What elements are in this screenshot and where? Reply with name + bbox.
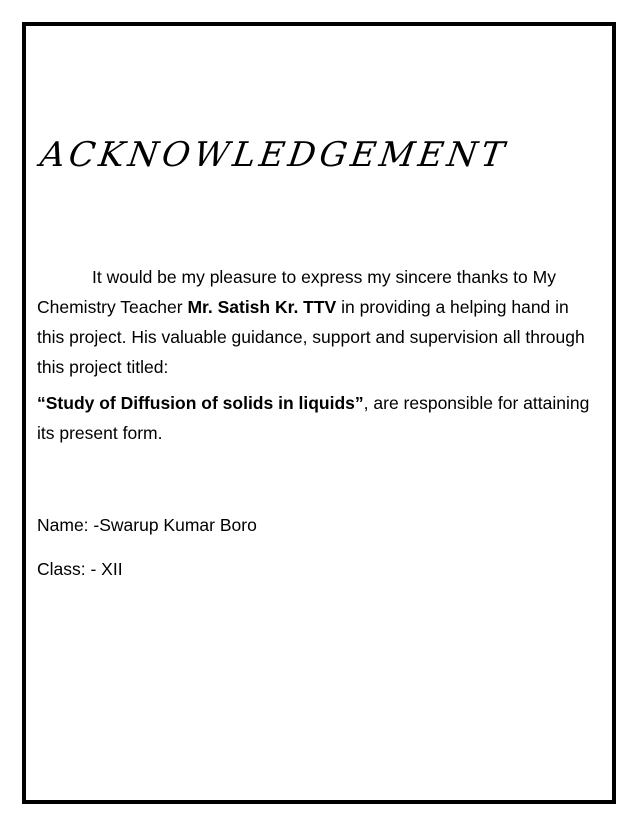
thanks-rest-text: in providing a helping hand in this project. His valuable guidance, support and supervision all through this project titled: bbox=[37, 297, 585, 377]
page-title: ACKNOWLEDGEMENT bbox=[37, 135, 511, 175]
student-name: Name: -Swarup Kumar Boro bbox=[37, 515, 257, 535]
student-class: Class: - XII bbox=[37, 559, 123, 579]
project-rest-text: , are responsible for attaining its present form. bbox=[37, 393, 590, 443]
acknowledgement-content bbox=[37, 130, 597, 584]
project-paragraph bbox=[37, 388, 597, 448]
project-title: “Study of Diffusion of solids in liquids” bbox=[37, 393, 364, 413]
teacher-name: Mr. Satish Kr. TTV bbox=[187, 297, 337, 317]
thanks-intro-text: It would be my pleasure to express my sincere thanks to My Chemistry Teacher bbox=[37, 267, 556, 317]
thanks-paragraph bbox=[37, 262, 597, 382]
